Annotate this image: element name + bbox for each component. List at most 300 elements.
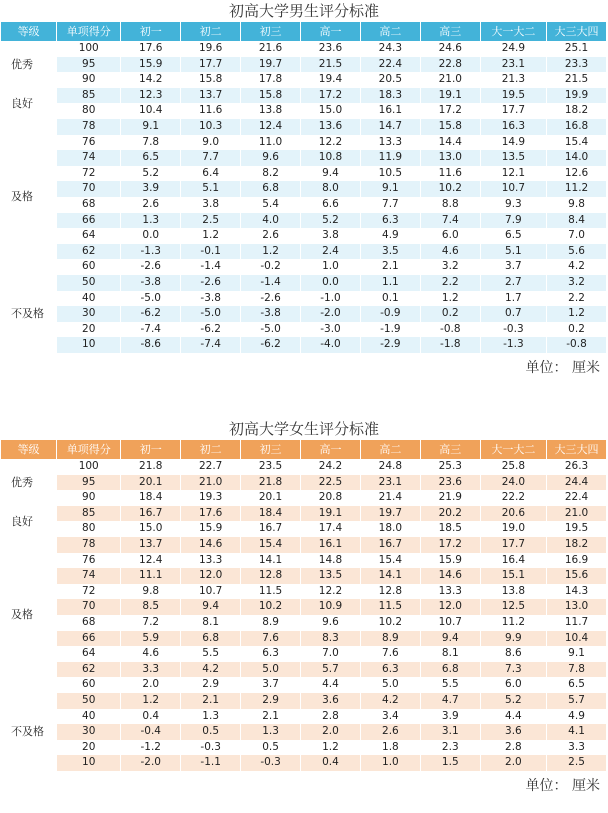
value-cell: 19.6 <box>181 41 241 57</box>
value-cell: 5.1 <box>181 181 241 197</box>
value-cell: 10.2 <box>420 181 480 197</box>
table-row <box>1 584 607 600</box>
value-cell: -1.8 <box>420 337 480 353</box>
value-cell: 1.3 <box>121 213 181 229</box>
value-cell: 9.4 <box>420 631 480 647</box>
value-cell: -2.0 <box>121 755 181 771</box>
value-cell: -1.4 <box>241 275 301 291</box>
value-cell: 4.0 <box>241 213 301 229</box>
value-cell: 20.6 <box>480 506 546 522</box>
score-cell: 78 <box>57 119 121 135</box>
score-cell: 74 <box>57 568 121 584</box>
value-cell: -2.6 <box>181 275 241 291</box>
value-cell: 16.1 <box>301 537 361 553</box>
value-cell: 6.8 <box>241 181 301 197</box>
value-cell: 11.5 <box>241 584 301 600</box>
column-header: 单项得分 <box>57 22 121 41</box>
value-cell: 10.3 <box>181 119 241 135</box>
value-cell: 15.4 <box>241 537 301 553</box>
score-cell: 68 <box>57 197 121 213</box>
value-cell: 3.8 <box>301 228 361 244</box>
value-cell: 7.8 <box>121 135 181 151</box>
score-cell: 60 <box>57 259 121 275</box>
value-cell: 13.8 <box>241 103 301 119</box>
value-cell: 22.4 <box>547 490 607 506</box>
value-cell: 4.9 <box>547 709 607 725</box>
table-row <box>1 646 607 662</box>
value-cell: 5.1 <box>480 244 546 260</box>
value-cell: 1.2 <box>181 228 241 244</box>
value-cell: 3.6 <box>301 693 361 709</box>
value-cell: 8.1 <box>420 646 480 662</box>
value-cell: 12.4 <box>121 553 181 569</box>
value-cell: 9.4 <box>301 166 361 182</box>
value-cell: 1.2 <box>420 291 480 307</box>
value-cell: 11.1 <box>121 568 181 584</box>
value-cell: 0.2 <box>420 306 480 322</box>
score-cell: 72 <box>57 166 121 182</box>
value-cell: 21.5 <box>301 57 361 73</box>
table-row <box>1 57 607 73</box>
value-cell: 12.8 <box>360 584 420 600</box>
value-cell: -5.0 <box>241 322 301 338</box>
table-row <box>1 677 607 693</box>
table-row <box>1 228 607 244</box>
value-cell: -0.3 <box>480 322 546 338</box>
value-cell: 24.4 <box>547 475 607 491</box>
table-row <box>1 693 607 709</box>
value-cell: 12.8 <box>241 568 301 584</box>
value-cell: 2.6 <box>241 228 301 244</box>
value-cell: 0.0 <box>121 228 181 244</box>
girls-score-table <box>1 440 607 771</box>
table-row <box>1 291 607 307</box>
value-cell: -2.9 <box>360 337 420 353</box>
value-cell: 3.9 <box>420 709 480 725</box>
value-cell: 10.5 <box>360 166 420 182</box>
value-cell: 7.6 <box>241 631 301 647</box>
value-cell: 2.2 <box>547 291 607 307</box>
value-cell: 25.1 <box>547 41 607 57</box>
value-cell: 3.2 <box>547 275 607 291</box>
value-cell: 2.1 <box>241 709 301 725</box>
girls-unit-label: 单位： 厘米 <box>525 777 600 794</box>
value-cell: 1.5 <box>420 755 480 771</box>
table-row <box>1 337 607 353</box>
value-cell: 9.8 <box>121 584 181 600</box>
value-cell: 8.9 <box>360 631 420 647</box>
value-cell: 0.1 <box>360 291 420 307</box>
value-cell: 3.8 <box>181 197 241 213</box>
value-cell: 2.5 <box>547 755 607 771</box>
value-cell: 9.0 <box>181 135 241 151</box>
value-cell: 24.8 <box>360 459 420 475</box>
table-row <box>1 197 607 213</box>
value-cell: 19.3 <box>181 490 241 506</box>
table-row <box>1 259 607 275</box>
value-cell: 15.4 <box>547 135 607 151</box>
score-cell: 100 <box>57 41 121 57</box>
column-header: 大三大四 <box>547 440 607 459</box>
value-cell: -2.0 <box>301 306 361 322</box>
value-cell: 18.2 <box>547 103 607 119</box>
value-cell: 16.9 <box>547 553 607 569</box>
value-cell: 19.0 <box>480 521 546 537</box>
value-cell: 17.7 <box>181 57 241 73</box>
value-cell: 14.9 <box>480 135 546 151</box>
score-cell: 40 <box>57 709 121 725</box>
table-row <box>1 537 607 553</box>
value-cell: 12.5 <box>480 599 546 615</box>
value-cell: 2.7 <box>480 275 546 291</box>
value-cell: -3.8 <box>181 291 241 307</box>
value-cell: 1.0 <box>360 755 420 771</box>
score-cell: 85 <box>57 506 121 522</box>
value-cell: 26.3 <box>547 459 607 475</box>
value-cell: 22.2 <box>480 490 546 506</box>
value-cell: -7.4 <box>121 322 181 338</box>
value-cell: 15.0 <box>301 103 361 119</box>
column-header: 大一大二 <box>480 22 546 41</box>
score-cell: 62 <box>57 244 121 260</box>
value-cell: 14.1 <box>360 568 420 584</box>
value-cell: 3.4 <box>360 709 420 725</box>
value-cell: 8.0 <box>301 181 361 197</box>
value-cell: 2.0 <box>121 677 181 693</box>
value-cell: 13.3 <box>181 553 241 569</box>
value-cell: 7.7 <box>360 197 420 213</box>
table-row <box>1 724 607 740</box>
value-cell: 4.6 <box>121 646 181 662</box>
grade-label: 良好 <box>1 506 57 537</box>
value-cell: 19.5 <box>547 521 607 537</box>
value-cell: 24.0 <box>480 475 546 491</box>
table-row <box>1 740 607 756</box>
value-cell: 21.6 <box>241 41 301 57</box>
column-header: 大一大二 <box>480 440 546 459</box>
value-cell: 10.2 <box>241 599 301 615</box>
value-cell: 18.4 <box>241 506 301 522</box>
value-cell: -0.2 <box>241 259 301 275</box>
value-cell: 14.8 <box>301 553 361 569</box>
column-header: 高三 <box>420 440 480 459</box>
score-cell: 70 <box>57 599 121 615</box>
value-cell: 1.8 <box>360 740 420 756</box>
value-cell: 3.9 <box>121 181 181 197</box>
value-cell: 6.0 <box>420 228 480 244</box>
column-header: 初三 <box>241 22 301 41</box>
score-cell: 80 <box>57 103 121 119</box>
value-cell: 25.8 <box>480 459 546 475</box>
value-cell: 21.0 <box>181 475 241 491</box>
value-cell: 13.7 <box>121 537 181 553</box>
table-row <box>1 490 607 506</box>
header-row <box>1 22 607 41</box>
value-cell: 16.7 <box>360 537 420 553</box>
value-cell: 20.1 <box>241 490 301 506</box>
value-cell: 6.5 <box>547 677 607 693</box>
value-cell: 14.2 <box>121 72 181 88</box>
table-row <box>1 553 607 569</box>
value-cell: 1.7 <box>480 291 546 307</box>
value-cell: -7.4 <box>181 337 241 353</box>
value-cell: 5.0 <box>241 662 301 678</box>
table-row <box>1 306 607 322</box>
value-cell: 7.2 <box>121 615 181 631</box>
value-cell: 7.8 <box>547 662 607 678</box>
value-cell: 11.9 <box>360 150 420 166</box>
value-cell: -6.2 <box>181 322 241 338</box>
value-cell: 9.3 <box>480 197 546 213</box>
score-cell: 76 <box>57 553 121 569</box>
value-cell: 10.4 <box>121 103 181 119</box>
value-cell: 2.1 <box>360 259 420 275</box>
value-cell: 19.1 <box>420 88 480 104</box>
score-cell: 60 <box>57 677 121 693</box>
value-cell: 14.3 <box>547 584 607 600</box>
value-cell: 4.2 <box>360 693 420 709</box>
value-cell: 21.3 <box>480 72 546 88</box>
grade-label: 及格 <box>1 119 57 275</box>
value-cell: 22.4 <box>360 57 420 73</box>
value-cell: 20.5 <box>360 72 420 88</box>
value-cell: 2.4 <box>301 244 361 260</box>
value-cell: 21.8 <box>121 459 181 475</box>
table-row <box>1 568 607 584</box>
value-cell: 13.3 <box>420 584 480 600</box>
value-cell: 10.9 <box>301 599 361 615</box>
value-cell: 7.7 <box>181 150 241 166</box>
value-cell: -1.9 <box>360 322 420 338</box>
column-header: 高一 <box>301 22 361 41</box>
grade-label: 优秀 <box>1 459 57 506</box>
value-cell: 5.5 <box>181 646 241 662</box>
column-header: 初三 <box>241 440 301 459</box>
value-cell: 0.7 <box>480 306 546 322</box>
value-cell: 24.9 <box>480 41 546 57</box>
value-cell: 1.2 <box>241 244 301 260</box>
value-cell: 24.6 <box>420 41 480 57</box>
value-cell: 3.7 <box>241 677 301 693</box>
value-cell: 22.8 <box>420 57 480 73</box>
value-cell: 14.0 <box>547 150 607 166</box>
value-cell: 12.1 <box>480 166 546 182</box>
value-cell: 16.3 <box>480 119 546 135</box>
value-cell: 16.7 <box>241 521 301 537</box>
value-cell: 5.0 <box>360 677 420 693</box>
table-row <box>1 181 607 197</box>
table-row <box>1 135 607 151</box>
value-cell: 15.9 <box>420 553 480 569</box>
score-cell: 90 <box>57 490 121 506</box>
value-cell: 6.4 <box>181 166 241 182</box>
value-cell: 17.2 <box>301 88 361 104</box>
column-header: 初一 <box>121 22 181 41</box>
value-cell: 18.5 <box>420 521 480 537</box>
value-cell: 15.8 <box>241 88 301 104</box>
value-cell: 2.3 <box>420 740 480 756</box>
value-cell: 17.6 <box>181 506 241 522</box>
table-row <box>1 166 607 182</box>
value-cell: 13.5 <box>301 568 361 584</box>
value-cell: -0.8 <box>547 337 607 353</box>
value-cell: 11.6 <box>420 166 480 182</box>
value-cell: 8.4 <box>547 213 607 229</box>
value-cell: -2.6 <box>241 291 301 307</box>
value-cell: 14.1 <box>241 553 301 569</box>
value-cell: 1.3 <box>241 724 301 740</box>
value-cell: 23.1 <box>360 475 420 491</box>
table-row <box>1 103 607 119</box>
table-row <box>1 150 607 166</box>
value-cell: 21.0 <box>547 506 607 522</box>
value-cell: 19.7 <box>241 57 301 73</box>
value-cell: 17.2 <box>420 103 480 119</box>
value-cell: 2.1 <box>181 693 241 709</box>
value-cell: 8.9 <box>241 615 301 631</box>
table-row <box>1 41 607 57</box>
score-cell: 40 <box>57 291 121 307</box>
value-cell: 5.9 <box>121 631 181 647</box>
value-cell: 17.4 <box>301 521 361 537</box>
score-cell: 30 <box>57 724 121 740</box>
value-cell: -0.4 <box>121 724 181 740</box>
value-cell: 1.2 <box>547 306 607 322</box>
value-cell: 16.8 <box>547 119 607 135</box>
value-cell: 6.8 <box>420 662 480 678</box>
value-cell: 15.8 <box>181 72 241 88</box>
score-cell: 66 <box>57 213 121 229</box>
value-cell: 13.0 <box>420 150 480 166</box>
value-cell: 10.7 <box>480 181 546 197</box>
value-cell: 7.3 <box>480 662 546 678</box>
value-cell: 10.7 <box>420 615 480 631</box>
value-cell: 2.5 <box>181 213 241 229</box>
score-cell: 95 <box>57 57 121 73</box>
value-cell: 20.8 <box>301 490 361 506</box>
value-cell: 11.7 <box>547 615 607 631</box>
value-cell: 11.2 <box>480 615 546 631</box>
value-cell: 23.6 <box>420 475 480 491</box>
table-row <box>1 662 607 678</box>
value-cell: 6.3 <box>360 213 420 229</box>
column-header: 等级 <box>1 22 57 41</box>
value-cell: 11.0 <box>241 135 301 151</box>
value-cell: 20.2 <box>420 506 480 522</box>
score-cell: 78 <box>57 537 121 553</box>
table-row <box>1 599 607 615</box>
value-cell: -5.0 <box>121 291 181 307</box>
value-cell: -1.3 <box>480 337 546 353</box>
score-cell: 10 <box>57 337 121 353</box>
value-cell: -0.3 <box>241 755 301 771</box>
table-row <box>1 275 607 291</box>
value-cell: 2.6 <box>360 724 420 740</box>
table-row <box>1 631 607 647</box>
value-cell: 9.9 <box>480 631 546 647</box>
value-cell: 19.1 <box>301 506 361 522</box>
boys-unit-label: 单位： 厘米 <box>525 359 600 376</box>
value-cell: 6.6 <box>301 197 361 213</box>
table-row <box>1 615 607 631</box>
value-cell: 12.2 <box>301 135 361 151</box>
column-header: 高二 <box>360 22 420 41</box>
value-cell: 16.4 <box>480 553 546 569</box>
value-cell: 21.5 <box>547 72 607 88</box>
value-cell: 21.4 <box>360 490 420 506</box>
table-row <box>1 709 607 725</box>
value-cell: 9.8 <box>547 197 607 213</box>
value-cell: 8.8 <box>420 197 480 213</box>
value-cell: 4.9 <box>360 228 420 244</box>
value-cell: 12.3 <box>121 88 181 104</box>
table-row <box>1 119 607 135</box>
score-cell: 66 <box>57 631 121 647</box>
score-cell: 20 <box>57 740 121 756</box>
value-cell: 8.6 <box>480 646 546 662</box>
table-row <box>1 475 607 491</box>
value-cell: 18.4 <box>121 490 181 506</box>
table-row <box>1 322 607 338</box>
value-cell: -1.1 <box>181 755 241 771</box>
value-cell: 5.4 <box>241 197 301 213</box>
value-cell: -6.2 <box>241 337 301 353</box>
value-cell: 21.0 <box>420 72 480 88</box>
value-cell: 15.9 <box>121 57 181 73</box>
value-cell: 7.6 <box>360 646 420 662</box>
value-cell: 6.0 <box>480 677 546 693</box>
score-cell: 72 <box>57 584 121 600</box>
column-header: 高三 <box>420 22 480 41</box>
value-cell: 18.0 <box>360 521 420 537</box>
value-cell: 15.1 <box>480 568 546 584</box>
value-cell: 24.2 <box>301 459 361 475</box>
value-cell: 0.5 <box>241 740 301 756</box>
value-cell: -1.3 <box>121 244 181 260</box>
grade-label: 良好 <box>1 88 57 119</box>
value-cell: 21.8 <box>241 475 301 491</box>
value-cell: 8.1 <box>181 615 241 631</box>
column-header: 高一 <box>301 440 361 459</box>
score-cell: 100 <box>57 459 121 475</box>
value-cell: 3.7 <box>480 259 546 275</box>
score-cell: 20 <box>57 322 121 338</box>
value-cell: 20.1 <box>121 475 181 491</box>
score-cell: 74 <box>57 150 121 166</box>
grade-label: 优秀 <box>1 41 57 88</box>
score-cell: 80 <box>57 521 121 537</box>
value-cell: 5.6 <box>547 244 607 260</box>
value-cell: 7.0 <box>301 646 361 662</box>
value-cell: 14.4 <box>420 135 480 151</box>
value-cell: 2.6 <box>121 197 181 213</box>
value-cell: 3.3 <box>547 740 607 756</box>
value-cell: 9.1 <box>121 119 181 135</box>
value-cell: 18.2 <box>547 537 607 553</box>
value-cell: 0.2 <box>547 322 607 338</box>
value-cell: -1.2 <box>121 740 181 756</box>
table-row <box>1 506 607 522</box>
value-cell: 4.2 <box>547 259 607 275</box>
value-cell: 8.2 <box>241 166 301 182</box>
value-cell: 16.7 <box>121 506 181 522</box>
value-cell: 7.0 <box>547 228 607 244</box>
value-cell: 23.6 <box>301 41 361 57</box>
value-cell: 7.4 <box>420 213 480 229</box>
value-cell: 3.5 <box>360 244 420 260</box>
value-cell: 0.5 <box>181 724 241 740</box>
value-cell: 2.8 <box>480 740 546 756</box>
